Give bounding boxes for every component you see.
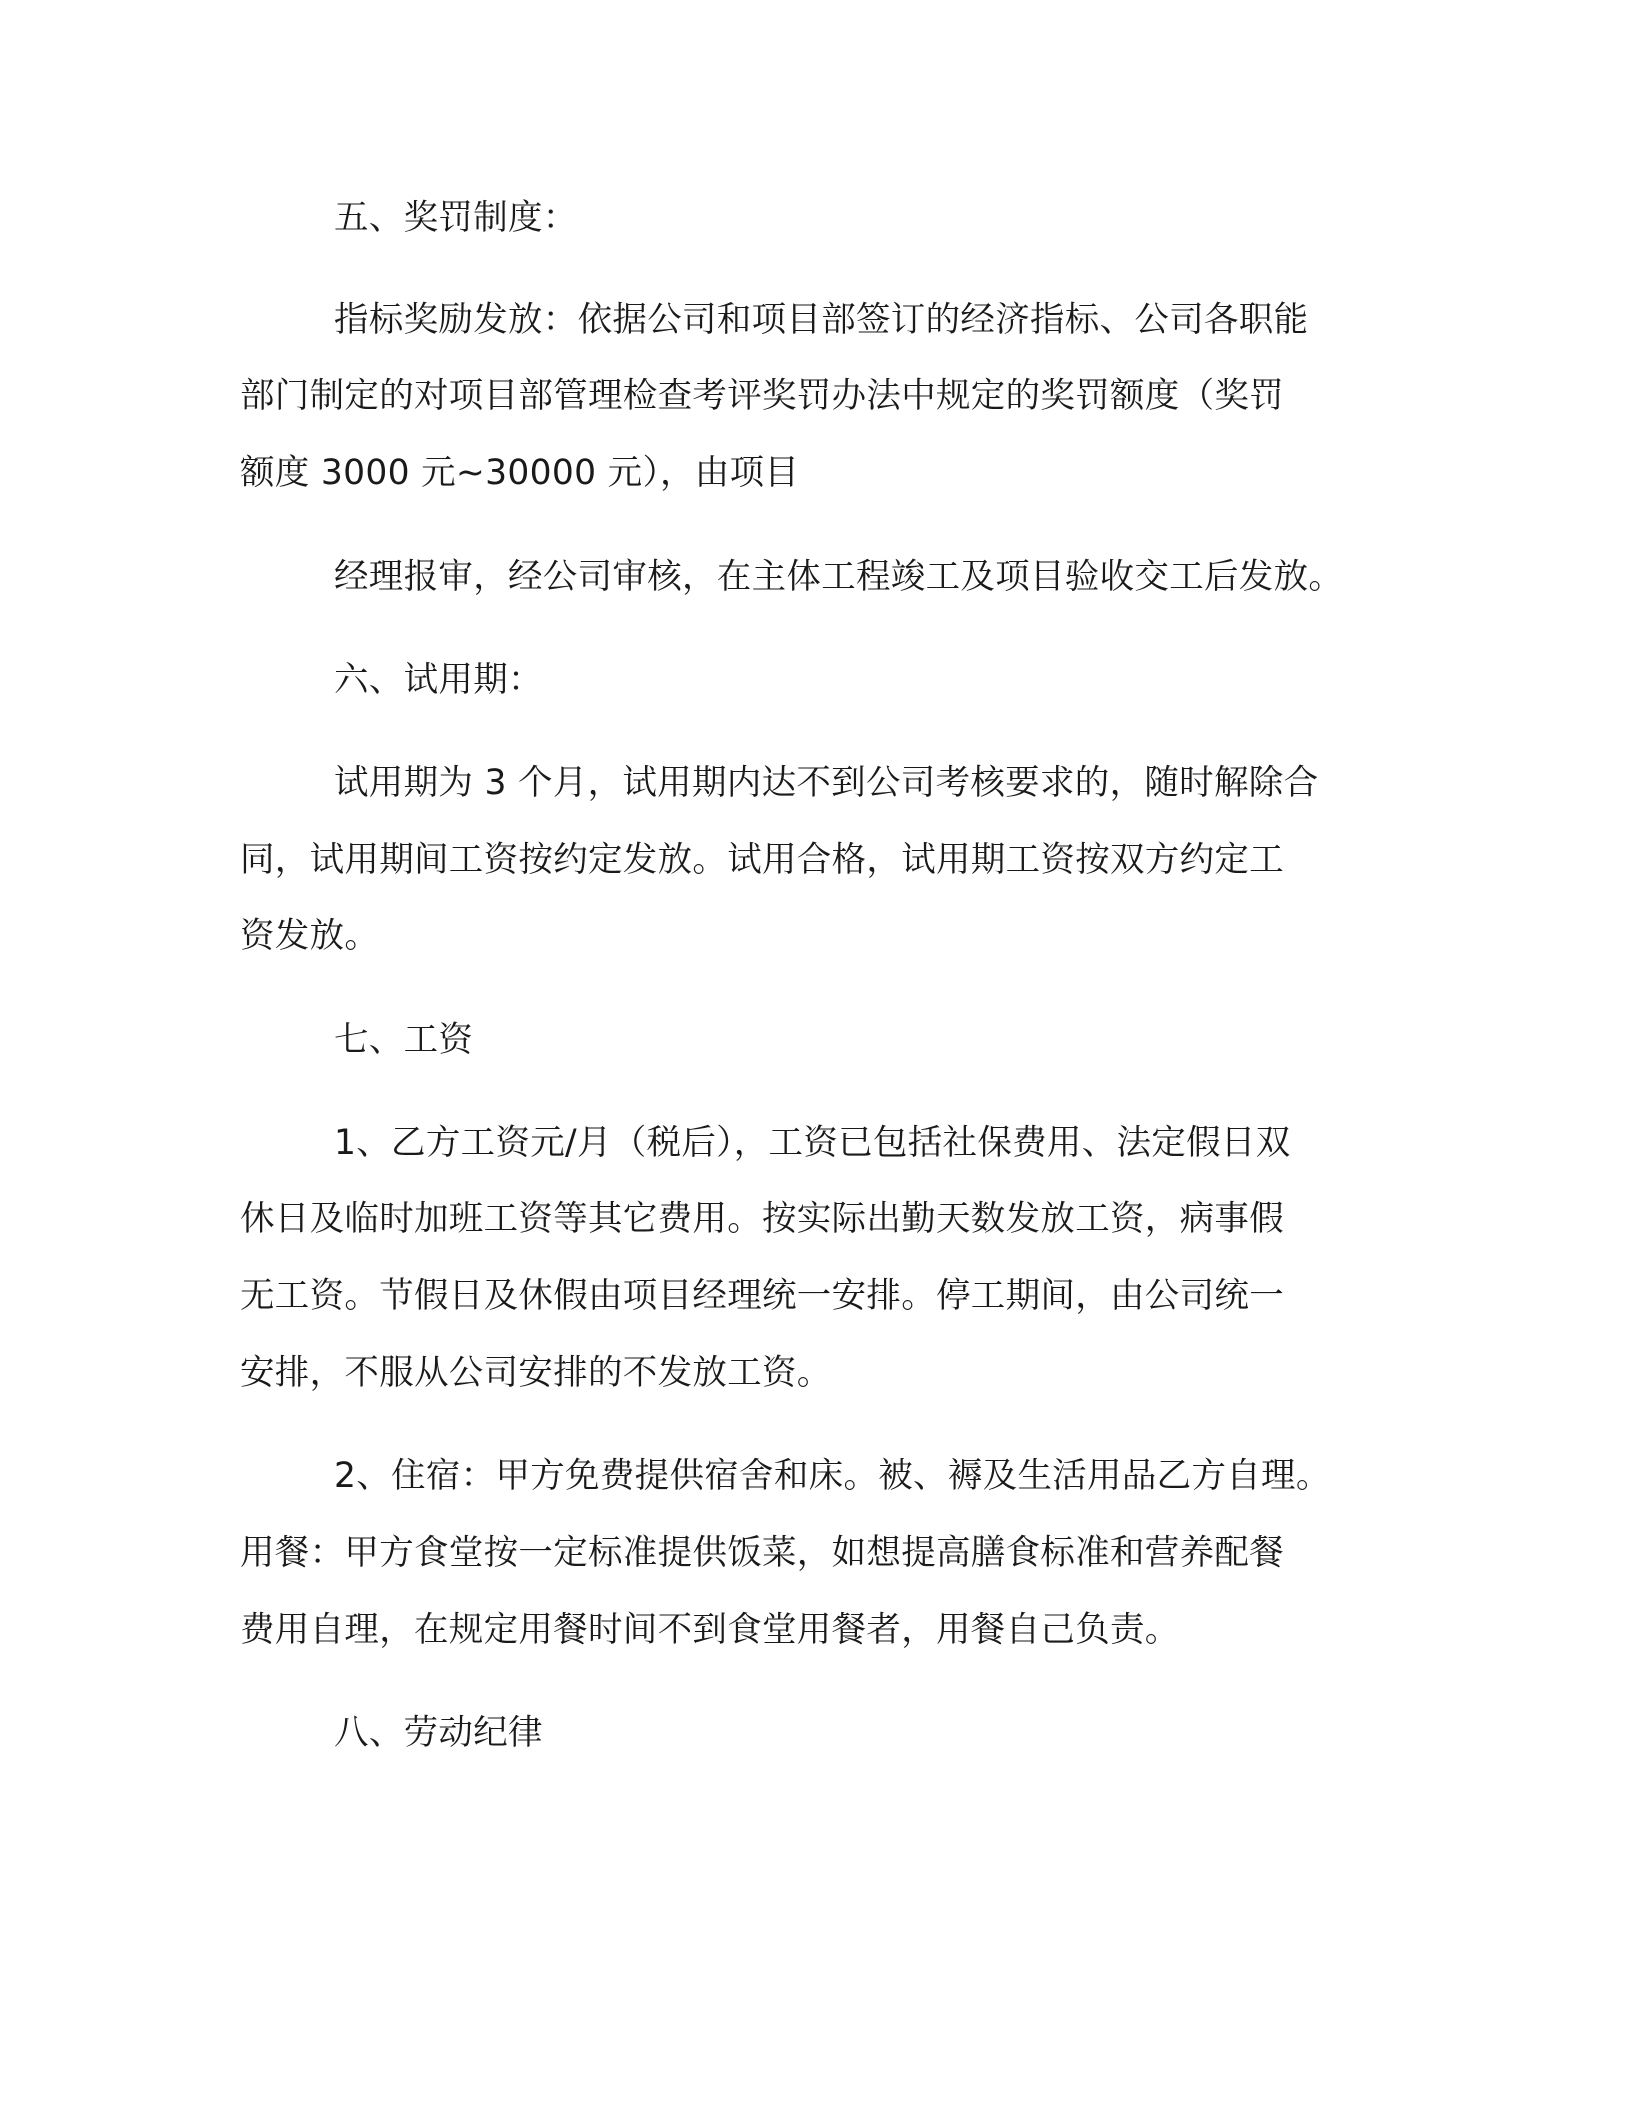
section-heading-probation: 六、试用期： (334, 660, 543, 700)
paragraph-line: 部门制定的对项目部管理检查考评奖罚办法中规定的奖罚额度（奖罚 (240, 376, 1284, 416)
paragraph-line: 同，试用期间工资按约定发放。试用合格，试用期工资按双方约定工 (240, 840, 1284, 880)
section-heading-wages: 七、工资 (334, 1020, 474, 1060)
paragraph-line: 指标奖励发放：依据公司和项目部签订的经济指标、公司各职能 (334, 300, 1309, 340)
section-heading-labor-discipline: 八、劳动纪律 (334, 1713, 543, 1753)
paragraph-line: 2、住宿：甲方免费提供宿舍和床。被、褥及生活用品乙方自理。 (334, 1456, 1331, 1496)
paragraph-line: 经理报审，经公司审核，在主体工程竣工及项目验收交工后发放。 (334, 557, 1344, 597)
paragraph-line: 额度 3000 元~30000 元），由项目 (240, 453, 800, 493)
paragraph-line: 安排，不服从公司安排的不发放工资。 (240, 1353, 832, 1393)
paragraph-line: 试用期为 3 个月，试用期内达不到公司考核要求的，随时解除合 (334, 763, 1319, 803)
paragraph-line: 1、乙方工资元/月（税后），工资已包括社保费用、法定假日双 (334, 1123, 1291, 1163)
paragraph-line: 用餐：甲方食堂按一定标准提供饭菜，如想提高膳食标准和营养配餐 (240, 1533, 1284, 1573)
section-heading-reward-penalty: 五、奖罚制度： (334, 198, 578, 238)
paragraph-line: 费用自理，在规定用餐时间不到食堂用餐者，用餐自己负责。 (240, 1610, 1180, 1650)
paragraph-line: 资发放。 (240, 916, 380, 956)
paragraph-line: 休日及临时加班工资等其它费用。按实际出勤天数发放工资，病事假 (240, 1199, 1284, 1239)
paragraph-line: 无工资。节假日及休假由项目经理统一安排。停工期间，由公司统一 (240, 1276, 1284, 1316)
